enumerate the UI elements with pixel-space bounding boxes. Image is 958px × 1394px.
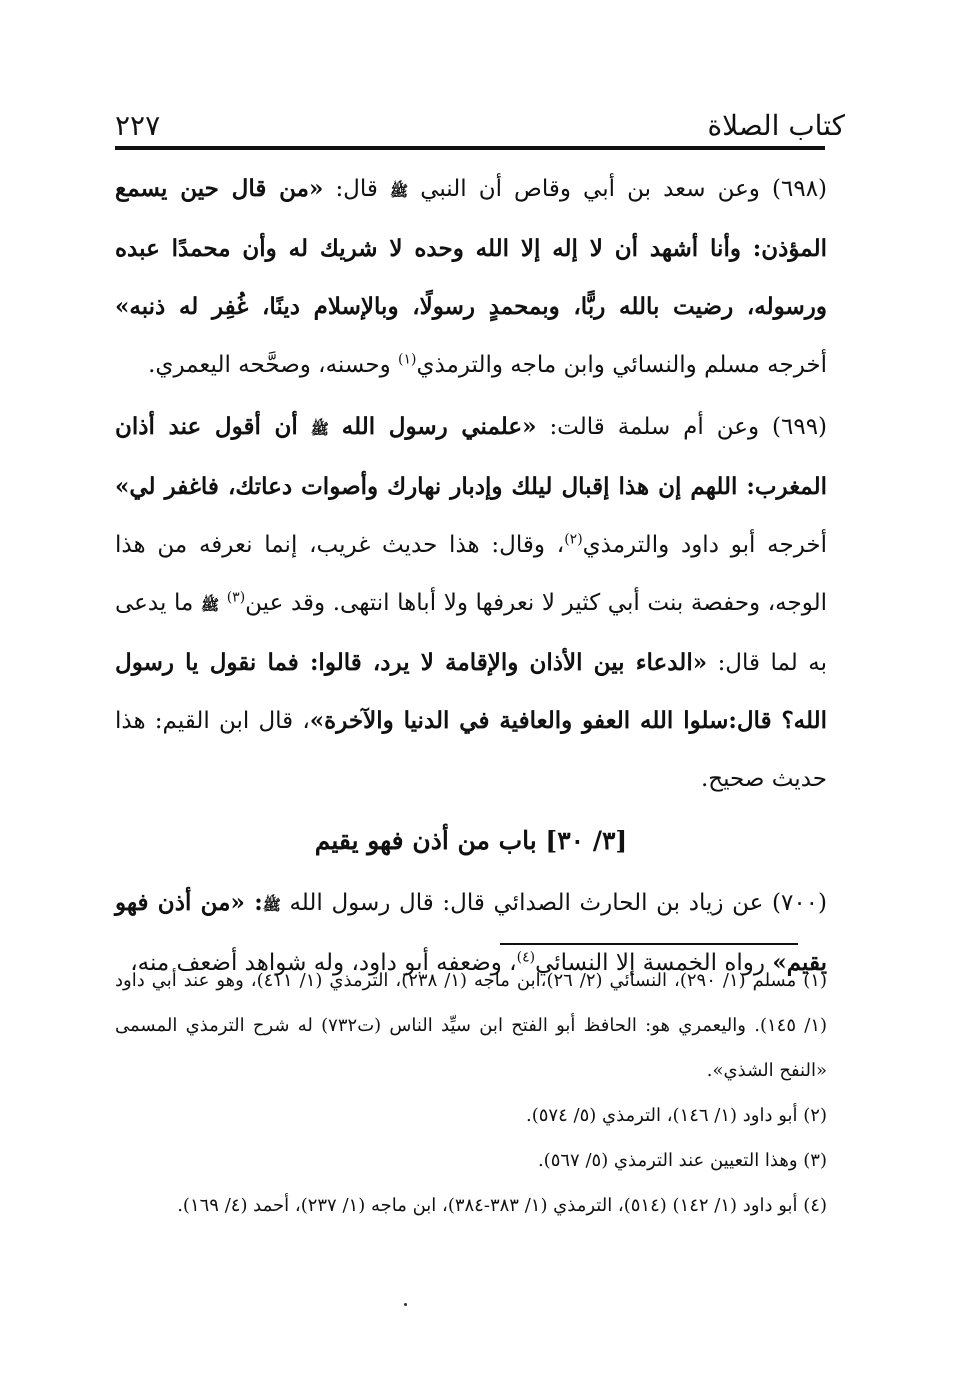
- hadith-700: (٧٠٠) عن زياد بن الحارث الصدائي قال: قال رسول الله ﷺ: «من أذن فهو يقيم» رواه الخمسة إلا النسائي$^{(٤)}$، وضعفه أبو داود، وله شواهد أضعف منه،: [115, 889, 828, 976]
- main-text: [115, 160, 827, 996]
- hadith-quote: «الدعاء بين الأذان والإقامة لا يرد، قالوا: فما نقول يا رسول الله؟ قال:سلوا الله العفو والعافية في الدنيا والآخرة»: [115, 649, 827, 734]
- hadith-quote: : «من أذن فهو يقيم»: [115, 889, 827, 976]
- footnote-rule: [500, 943, 798, 945]
- salla-icon: ﷺ: [310, 420, 329, 438]
- footnote-ref: (٤): [516, 949, 536, 966]
- chapter-heading: [٣/ ٣٠] باب من أذن فهو يقيم: [314, 826, 628, 855]
- print-speck: [404, 1303, 407, 1306]
- hadith-quote: «علمني رسول الله: [341, 413, 537, 440]
- hadith-quote: «من قال حين يسمع المؤذن: وأنا أشهد أن لا إله إلا الله وحده لا شريك له وأن محمدًا عبده ورسوله، رضيت بالله ربًّا، وبمحمدٍ رسولًا، وبالإسلام دينًا، غُفِر له ذنبه»: [115, 175, 827, 320]
- salla-icon: ﷺ: [389, 182, 409, 200]
- page-number: ٢٢٧: [115, 109, 161, 142]
- hadith-number: (٦٩٨): [772, 176, 828, 202]
- footnote-ref: (١): [398, 351, 417, 368]
- footnotes: [115, 958, 827, 1228]
- header-rule: [115, 146, 825, 150]
- footnote-3: (٣) وهذا التعيين عند الترمذي (٥/ ٥٦٧).: [537, 1150, 827, 1171]
- hadith-quote-cont: أن أقول عند أذان المغرب: اللهم إن هذا إقبال ليلك وإدبار نهارك وأصوات دعاتك، فاغفر لي»: [115, 413, 827, 500]
- footnote-ref: (٣): [226, 589, 246, 606]
- salla-icon: ﷺ: [262, 896, 281, 914]
- salla-icon: ﷺ: [200, 596, 220, 614]
- hadith-number: (٧٠٠): [771, 890, 828, 916]
- footnote-1: (١) مسلم (١/ ٢٩٠)، النسائي (٢/ ٢٦)،ابن ماجه (١/ ٢٣٨)، الترمذي (١/ ٤١١)، وهو عند أبي داود (١/ ١٤٥). واليعمري هو: الحافظ أبو الفتح ابن سيِّد الناس (ت٧٣٢) له شرح الترمذي المسمى «النفح الشذي».: [115, 970, 828, 1081]
- hadith-698: (٦٩٨) وعن سعد بن أبي وقاص أن النبي ﷺ قال: «من قال حين يسمع المؤذن: وأنا أشهد أن لا إله إلا الله وحده لا شريك له وأن محمدًا عبده ورسوله، رضيت بالله ربًّا، وبمحمدٍ رسولًا، وبالإسلام دينًا، غُفِر له ذنبه» أخرجه مسلم والنسائي وابن ماجه والترمذي$^{(١)}$ وحسنه، وصحَّحه اليعمري.: [115, 175, 828, 378]
- hadith-699: (٦٩٩) وعن أم سلمة قالت: «علمني رسول الله ﷺ أن أقول عند أذان المغرب: اللهم إن هذا إقبال ليلك وإدبار نهارك وأصوات دعاتك، فاغفر لي» أخرجه أبو داود والترمذي$^{(٢)}$، وقال: هذا حديث غريب، إنما نعرفه من هذا الوجه، وحفصة بنت أبي كثير لا نعرفها ولا أباها انتهى. وقد عين$^{(٣)}$ ﷺ ما يدعى به لما قال: «الدعاء بين الأذان والإقامة لا يرد، قالوا: فما نقول يا رسول الله؟ قال:سلوا الله العفو والعافية في الدنيا والآخرة»، قال ابن القيم: هذا حديث صحيح.: [115, 413, 828, 792]
- footnote-2: (٢) أبو داود (١/ ١٤٦)، الترمذي (٥/ ٥٧٤).: [526, 1105, 827, 1126]
- footnote-ref: (٢): [564, 531, 583, 548]
- running-title: كتاب الصلاة: [707, 109, 845, 142]
- hadith-number: (٦٩٩): [772, 414, 828, 440]
- page-header: [115, 92, 845, 142]
- footnote-4: (٤) أبو داود (١/ ١٤٢) (٥١٤)، الترمذي (١/ ٣٨٣-٣٨٤)، ابن ماجه (١/ ٢٣٧)، أحمد (٤/ ١٦٩).: [177, 1195, 827, 1216]
